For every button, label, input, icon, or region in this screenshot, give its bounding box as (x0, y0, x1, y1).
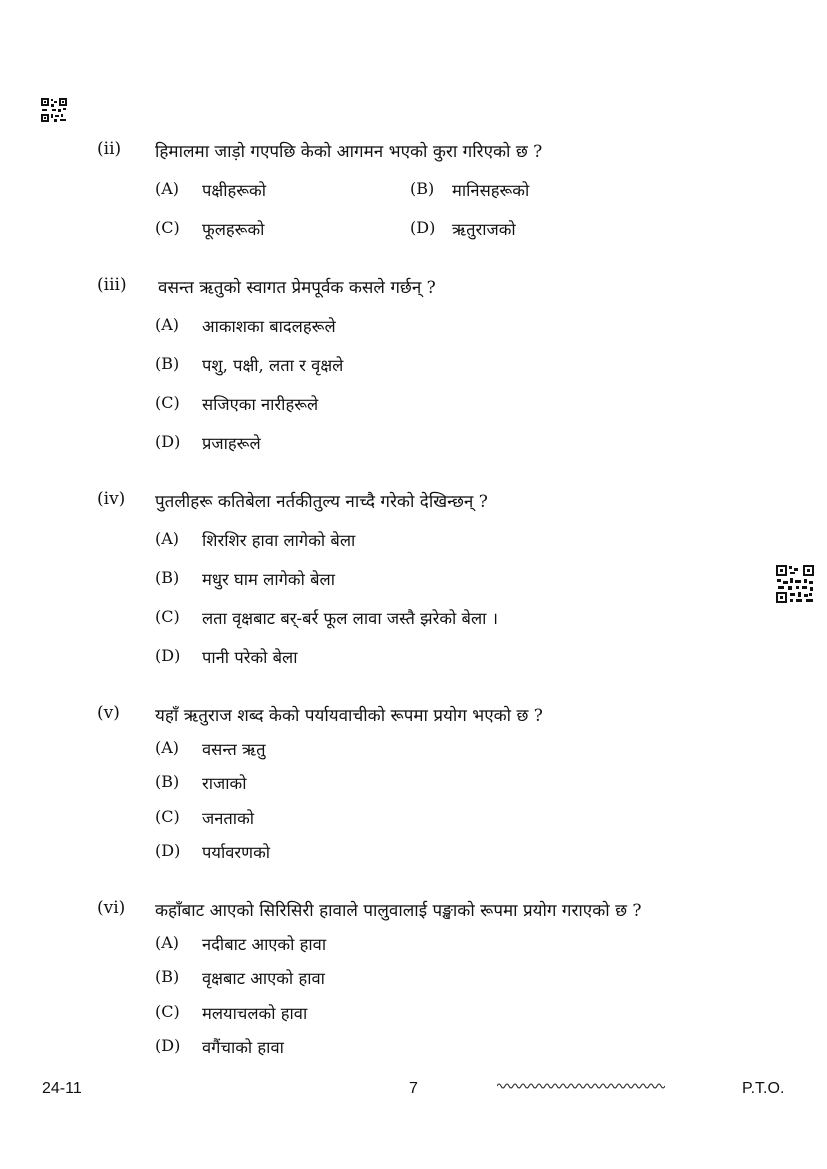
option-b-label: (B) (410, 179, 435, 198)
option-b-text: राजाको (202, 774, 247, 793)
pto-label: P.T.O. (742, 1080, 785, 1097)
option-d-label: (D) (155, 841, 181, 860)
question-number: (iv) (97, 489, 126, 509)
qr-code-icon (775, 564, 815, 604)
option-c-label: (C) (155, 607, 180, 626)
option-a-text: वसन्त ऋतु (202, 740, 266, 759)
option-d-label: (D) (155, 646, 181, 665)
option-d-text: प्रजाहरूले (202, 434, 261, 453)
question-text: पुतलीहरू कतिबेला नर्तकीतुल्य नाच्दै गरेको देखिन्छन् ? (155, 492, 488, 512)
option-b-label: (B) (155, 354, 180, 373)
option-c-text: सजिएका नारीहरूले (202, 395, 319, 414)
option-c-label: (C) (155, 393, 180, 412)
option-d-label: (D) (410, 218, 436, 237)
qr-code-icon (40, 97, 68, 123)
option-d-text: पर्यावरणको (202, 843, 271, 862)
question-number: (v) (97, 703, 120, 723)
option-d-text: वगैंचाको हावा (202, 1038, 284, 1057)
option-a-label: (A) (155, 738, 180, 757)
question-number: (ii) (97, 139, 122, 159)
option-c-label: (C) (155, 807, 180, 826)
paper-code: 24-11 (42, 1080, 82, 1097)
option-d-label: (D) (155, 1036, 181, 1055)
option-a-text: आकाशका बादलहरूले (202, 317, 336, 336)
option-a-text: शिरशिर हावा लागेको बेला (202, 531, 356, 550)
option-c-text: लता वृक्षबाट बर्-बर्र फूल लावा जस्तै झरेको बेला । (202, 609, 498, 628)
question-text: हिमालमा जाड़ो गएपछि केको आगमन भएको कुरा गरिएको छ ? (155, 142, 543, 162)
page-number: 7 (409, 1080, 418, 1097)
option-d-label: (D) (155, 432, 181, 451)
option-b-label: (B) (155, 772, 180, 791)
option-c-label: (C) (155, 1002, 180, 1021)
option-b-label: (B) (155, 967, 180, 986)
option-d-text: ऋतुराजको (452, 220, 516, 239)
option-c-text: फूलहरूको (202, 220, 265, 239)
question-number: (iii) (97, 275, 127, 295)
option-a-label: (A) (155, 179, 180, 198)
option-b-text: मानिसहरूको (452, 181, 530, 200)
question-text: वसन्त ऋतुको स्वागत प्रेमपूर्वक कसले गर्छन् ? (158, 278, 436, 298)
option-a-label: (A) (155, 315, 180, 334)
option-a-label: (A) (155, 529, 180, 548)
question-number: (vi) (97, 898, 126, 918)
option-c-text: जनताको (202, 809, 255, 828)
option-b-label: (B) (155, 568, 180, 587)
option-c-label: (C) (155, 218, 180, 237)
option-a-text: नदीबाट आएको हावा (202, 935, 327, 954)
question-text: यहाँ ऋतुराज शब्द केको पर्यायवाचीको रूपमा प्रयोग भएको छ ? (155, 706, 543, 726)
option-b-text: वृक्षबाट आएको हावा (202, 969, 325, 988)
option-d-text: पानी परेको बेला (202, 648, 298, 667)
question-text: कहाँबाट आएको सिरिसिरी हावाले पालुवालाई पङ्खाको रूपमा प्रयोग गराएको छ ? (155, 901, 642, 921)
option-b-text: मधुर घाम लागेको बेला (202, 570, 335, 589)
option-b-text: पशु, पक्षी, लता र वृक्षले (202, 356, 344, 375)
wavy-line (497, 1080, 665, 1092)
option-a-text: पक्षीहरूको (202, 181, 267, 200)
option-a-label: (A) (155, 933, 180, 952)
option-c-text: मलयाचलको हावा (202, 1004, 308, 1023)
